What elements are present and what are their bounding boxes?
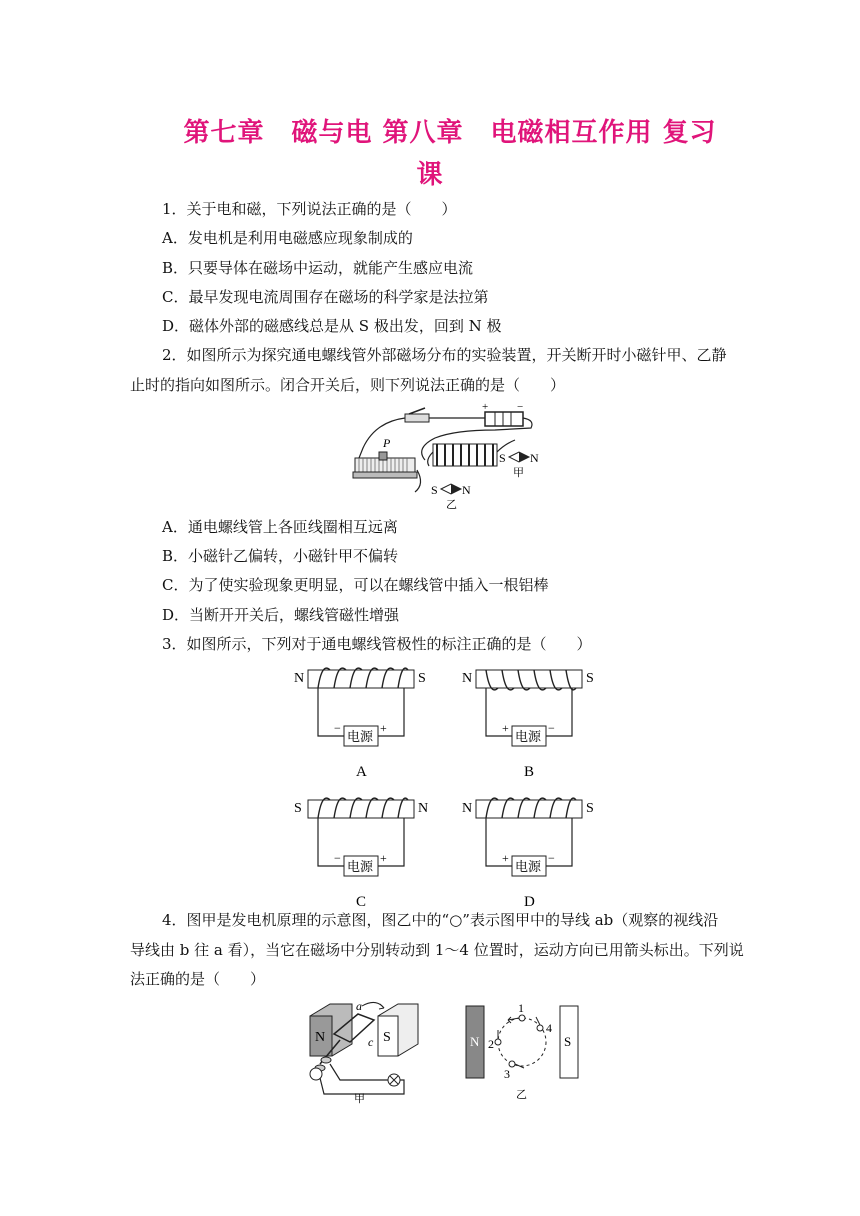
sign-left: + xyxy=(502,851,509,865)
pole-left: S xyxy=(294,801,302,816)
question-2-option-d: D．当断开开关后，螺线管磁性增强 xyxy=(162,606,400,624)
question-2-option-c: C．为了使实验现象更明显，可以在螺线管中插入一根铝棒 xyxy=(162,576,549,594)
sign-right: + xyxy=(380,851,387,865)
sign-left: − xyxy=(334,851,341,865)
page-title-continued: 课 xyxy=(416,160,444,190)
question-4-stem-line3: 法正确的是（ ） xyxy=(130,970,266,988)
magnet-n-label: N xyxy=(470,1034,480,1049)
wire-c-label: c xyxy=(368,1035,374,1049)
generator-figure-jia xyxy=(300,994,430,1104)
solenoid-figure-d xyxy=(460,790,600,910)
position-1-label: 1 xyxy=(518,1001,524,1015)
position-2-label: 2 xyxy=(488,1037,494,1051)
figure-yi-caption: 乙 xyxy=(516,1089,527,1101)
pole-left: N xyxy=(462,801,473,816)
question-1-option-b: B．只要导体在磁场中运动，就能产生感应电流 xyxy=(162,259,474,277)
solenoid-figure-b xyxy=(460,660,600,780)
pole-right: N xyxy=(418,801,429,816)
question-4-stem-line2: 导线由 b 往 a 看），当它在磁场中分别转动到 1～4 位置时，运动方向已用箭头标出。下列说 xyxy=(130,941,744,959)
solenoid-figure-a xyxy=(292,660,432,780)
needle-yi-s: S xyxy=(431,483,438,497)
magnet-s-label: S xyxy=(383,1030,391,1045)
figure-caption: C xyxy=(356,894,367,910)
question-1-option-c: C．最早发现电流周围存在磁场的科学家是法拉第 xyxy=(162,288,489,306)
solenoid-experiment-figure xyxy=(345,400,565,512)
position-3-label: 3 xyxy=(504,1067,510,1081)
battery-plus-label: + xyxy=(482,401,489,413)
pole-right: S xyxy=(586,801,594,816)
pole-right: S xyxy=(586,671,594,686)
sign-right: − xyxy=(548,721,555,735)
pole-left: N xyxy=(294,671,305,686)
sign-left: + xyxy=(502,721,509,735)
sign-right: + xyxy=(380,721,387,735)
needle-jia-n: N xyxy=(530,451,539,465)
power-source-label: 电源 xyxy=(347,729,374,744)
slider-label-p: P xyxy=(383,436,391,450)
question-2-option-a: A．通电螺线管上各匝线圈相互远离 xyxy=(162,518,398,536)
solenoid-figure-c xyxy=(292,790,432,910)
question-1-option-a: A．发电机是利用电磁感应现象制成的 xyxy=(162,229,413,247)
question-1-option-d: D．磁体外部的磁感线总是从 S 极出发，回到 N 极 xyxy=(162,317,502,335)
battery-minus-label: − xyxy=(517,401,524,413)
question-2-stem-line1: 2．如图所示为探究通电螺线管外部磁场分布的实验装置，开关断开时小磁针甲、乙静 xyxy=(162,346,727,364)
pole-right: S xyxy=(418,671,426,686)
question-2-stem-line2: 止时的指向如图所示。闭合开关后，则下列说法正确的是（ ） xyxy=(130,376,566,394)
figure-caption: B xyxy=(524,764,535,780)
sign-right: − xyxy=(548,851,555,865)
wire-a-label: a xyxy=(356,999,362,1013)
figure-caption: A xyxy=(356,764,367,780)
pole-left: N xyxy=(462,671,473,686)
magnet-s-label: S xyxy=(564,1034,572,1049)
power-source-label: 电源 xyxy=(347,859,374,874)
question-2-option-b: B．小磁针乙偏转，小磁针甲不偏转 xyxy=(162,547,399,565)
figure-jia-caption: 甲 xyxy=(354,1093,365,1104)
magnet-n-label: N xyxy=(315,1030,326,1045)
needle-jia-name: 甲 xyxy=(513,467,524,479)
needle-yi-name: 乙 xyxy=(446,499,457,511)
needle-jia-s: S xyxy=(499,451,506,465)
needle-yi-n: N xyxy=(462,483,471,497)
figure-caption: D xyxy=(524,894,535,910)
question-4-stem-line1: 4．图甲是发电机原理的示意图，图乙中的“○”表示图甲中的导线 ab（观察的视线沿 xyxy=(162,911,719,929)
power-source-label: 电源 xyxy=(515,729,542,744)
generator-figure-yi xyxy=(460,998,590,1102)
page-title: 第七章 磁与电 第八章 电磁相互作用 复习 xyxy=(183,118,717,148)
position-4-label: 4 xyxy=(546,1021,552,1035)
question-3-stem: 3．如图所示，下列对于通电螺线管极性的标注正确的是（ ） xyxy=(162,635,592,653)
sign-left: − xyxy=(334,721,341,735)
question-1-stem: 1．关于电和磁，下列说法正确的是（ ） xyxy=(162,200,457,218)
power-source-label: 电源 xyxy=(515,859,542,874)
